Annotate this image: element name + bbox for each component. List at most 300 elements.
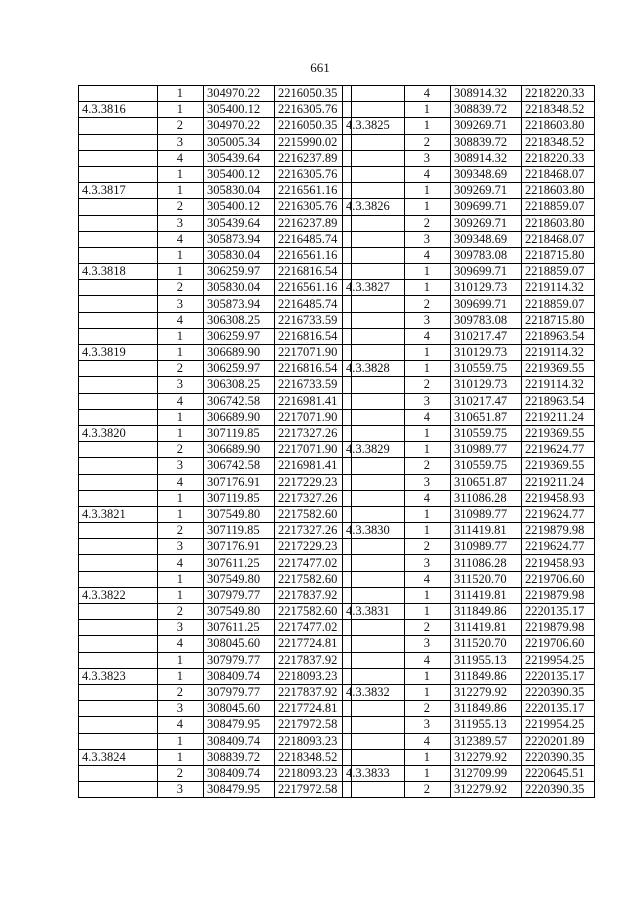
table-row <box>79 312 352 328</box>
y-coordinate-cell: 2217229.23 <box>275 474 352 490</box>
x-coordinate-cell: 305439.64 <box>204 215 275 231</box>
y-coordinate-cell: 2218715.80 <box>522 312 595 328</box>
y-coordinate-cell: 2216816.54 <box>275 361 352 377</box>
x-coordinate-cell: 309269.71 <box>451 183 522 199</box>
parcel-id-cell <box>343 474 405 490</box>
x-coordinate-cell: 305400.12 <box>204 166 275 182</box>
point-number-cell: 3 <box>158 539 204 555</box>
point-number-cell: 1 <box>405 749 451 765</box>
x-coordinate-cell: 305873.94 <box>204 231 275 247</box>
coordinates-table-right <box>342 85 595 798</box>
point-number-cell: 1 <box>405 765 451 781</box>
x-coordinate-cell: 307549.80 <box>204 604 275 620</box>
point-number-cell: 1 <box>405 442 451 458</box>
x-coordinate-cell: 311086.28 <box>451 555 522 571</box>
y-coordinate-cell: 2217327.26 <box>275 490 352 506</box>
table-row <box>79 523 352 539</box>
y-coordinate-cell: 2216561.16 <box>275 183 352 199</box>
y-coordinate-cell: 2218468.07 <box>522 231 595 247</box>
x-coordinate-cell: 311520.70 <box>451 571 522 587</box>
point-number-cell: 4 <box>158 636 204 652</box>
y-coordinate-cell: 2218348.52 <box>275 749 352 765</box>
parcel-id-cell: 4.3.3819 <box>79 345 158 361</box>
x-coordinate-cell: 308839.72 <box>204 749 275 765</box>
y-coordinate-cell: 2219624.77 <box>522 539 595 555</box>
table-row <box>79 361 352 377</box>
x-coordinate-cell: 311086.28 <box>451 490 522 506</box>
x-coordinate-cell: 309269.71 <box>451 215 522 231</box>
point-number-cell: 4 <box>158 312 204 328</box>
y-coordinate-cell: 2217327.26 <box>275 523 352 539</box>
point-number-cell: 3 <box>405 717 451 733</box>
y-coordinate-cell: 2218963.54 <box>522 393 595 409</box>
parcel-id-cell <box>343 150 405 166</box>
table-row <box>343 247 595 263</box>
point-number-cell: 1 <box>158 668 204 684</box>
point-number-cell: 2 <box>405 215 451 231</box>
point-number-cell: 2 <box>405 620 451 636</box>
table-row <box>343 717 595 733</box>
parcel-id-cell: 4.3.3831 <box>343 604 405 620</box>
y-coordinate-cell: 2220135.17 <box>522 668 595 684</box>
table-row <box>343 312 595 328</box>
x-coordinate-cell: 306308.25 <box>204 377 275 393</box>
y-coordinate-cell: 2219879.98 <box>522 587 595 603</box>
point-number-cell: 2 <box>158 523 204 539</box>
table-row <box>79 280 352 296</box>
parcel-id-cell <box>343 264 405 280</box>
table-row <box>79 183 352 199</box>
table-row <box>343 134 595 150</box>
y-coordinate-cell: 2216305.76 <box>275 166 352 182</box>
parcel-id-cell <box>79 409 158 425</box>
y-coordinate-cell: 2217724.81 <box>275 701 352 717</box>
x-coordinate-cell: 312279.92 <box>451 684 522 700</box>
parcel-id-cell <box>343 652 405 668</box>
parcel-id-cell: 4.3.3825 <box>343 118 405 134</box>
x-coordinate-cell: 308914.32 <box>451 86 522 102</box>
y-coordinate-cell: 2220390.35 <box>522 749 595 765</box>
parcel-id-cell <box>79 280 158 296</box>
parcel-id-cell <box>343 134 405 150</box>
y-coordinate-cell: 2217724.81 <box>275 636 352 652</box>
x-coordinate-cell: 311520.70 <box>451 636 522 652</box>
table-row <box>79 150 352 166</box>
table-row <box>79 749 352 765</box>
parcel-id-cell: 4.3.3821 <box>79 506 158 522</box>
parcel-id-cell <box>343 102 405 118</box>
x-coordinate-cell: 310129.73 <box>451 377 522 393</box>
x-coordinate-cell: 307176.91 <box>204 474 275 490</box>
parcel-id-cell <box>79 701 158 717</box>
point-number-cell: 2 <box>405 296 451 312</box>
parcel-id-cell: 4.3.3832 <box>343 684 405 700</box>
table-row <box>79 636 352 652</box>
point-number-cell: 2 <box>158 280 204 296</box>
parcel-id-cell <box>79 490 158 506</box>
x-coordinate-cell: 312389.57 <box>451 733 522 749</box>
x-coordinate-cell: 311419.81 <box>451 523 522 539</box>
x-coordinate-cell: 308045.60 <box>204 701 275 717</box>
parcel-id-cell <box>79 231 158 247</box>
x-coordinate-cell: 310129.73 <box>451 280 522 296</box>
x-coordinate-cell: 310651.87 <box>451 409 522 425</box>
y-coordinate-cell: 2216561.16 <box>275 280 352 296</box>
parcel-id-cell: 4.3.3833 <box>343 765 405 781</box>
table-row <box>79 345 352 361</box>
x-coordinate-cell: 308045.60 <box>204 636 275 652</box>
table-row <box>343 442 595 458</box>
parcel-id-cell <box>79 312 158 328</box>
y-coordinate-cell: 2215990.02 <box>275 134 352 150</box>
y-coordinate-cell: 2218859.07 <box>522 264 595 280</box>
y-coordinate-cell: 2217477.02 <box>275 555 352 571</box>
y-coordinate-cell: 2218220.33 <box>522 86 595 102</box>
x-coordinate-cell: 306308.25 <box>204 312 275 328</box>
table-row <box>79 215 352 231</box>
table-row <box>343 296 595 312</box>
point-number-cell: 1 <box>158 733 204 749</box>
parcel-id-cell <box>79 636 158 652</box>
y-coordinate-cell: 2220201.89 <box>522 733 595 749</box>
point-number-cell: 1 <box>405 118 451 134</box>
parcel-id-cell <box>343 539 405 555</box>
point-number-cell: 3 <box>158 215 204 231</box>
x-coordinate-cell: 305873.94 <box>204 296 275 312</box>
table-row <box>343 620 595 636</box>
y-coordinate-cell: 2218603.80 <box>522 183 595 199</box>
parcel-id-cell <box>79 620 158 636</box>
parcel-id-cell <box>79 377 158 393</box>
x-coordinate-cell: 310651.87 <box>451 474 522 490</box>
table-row <box>343 118 595 134</box>
point-number-cell: 1 <box>158 652 204 668</box>
parcel-id-cell <box>79 134 158 150</box>
parcel-id-cell <box>79 684 158 700</box>
table-row <box>343 765 595 781</box>
y-coordinate-cell: 2217071.90 <box>275 345 352 361</box>
point-number-cell: 1 <box>405 280 451 296</box>
y-coordinate-cell: 2220645.51 <box>522 765 595 781</box>
table-row <box>343 604 595 620</box>
point-number-cell: 1 <box>405 199 451 215</box>
point-number-cell: 1 <box>158 490 204 506</box>
table-row <box>343 636 595 652</box>
y-coordinate-cell: 2220390.35 <box>522 684 595 700</box>
point-number-cell: 2 <box>405 701 451 717</box>
table-row <box>79 652 352 668</box>
x-coordinate-cell: 310559.75 <box>451 361 522 377</box>
x-coordinate-cell: 310217.47 <box>451 328 522 344</box>
table-row <box>343 684 595 700</box>
table-row <box>343 361 595 377</box>
y-coordinate-cell: 2217972.58 <box>275 717 352 733</box>
y-coordinate-cell: 2218603.80 <box>522 215 595 231</box>
point-number-cell: 1 <box>158 749 204 765</box>
y-coordinate-cell: 2218093.23 <box>275 733 352 749</box>
table-row <box>79 587 352 603</box>
x-coordinate-cell: 307119.85 <box>204 490 275 506</box>
parcel-id-cell <box>343 231 405 247</box>
x-coordinate-cell: 305400.12 <box>204 199 275 215</box>
x-coordinate-cell: 309699.71 <box>451 264 522 280</box>
table-row <box>79 199 352 215</box>
point-number-cell: 1 <box>405 523 451 539</box>
parcel-id-cell <box>343 490 405 506</box>
y-coordinate-cell: 2217071.90 <box>275 442 352 458</box>
x-coordinate-cell: 304970.22 <box>204 118 275 134</box>
parcel-id-cell <box>343 636 405 652</box>
point-number-cell: 4 <box>405 490 451 506</box>
table-row <box>343 264 595 280</box>
table-row <box>343 102 595 118</box>
y-coordinate-cell: 2219211.24 <box>522 409 595 425</box>
point-number-cell: 1 <box>405 183 451 199</box>
y-coordinate-cell: 2217582.60 <box>275 604 352 620</box>
x-coordinate-cell: 307119.85 <box>204 523 275 539</box>
x-coordinate-cell: 309783.08 <box>451 312 522 328</box>
x-coordinate-cell: 309348.69 <box>451 231 522 247</box>
table-row <box>343 377 595 393</box>
y-coordinate-cell: 2218220.33 <box>522 150 595 166</box>
parcel-id-cell <box>343 183 405 199</box>
parcel-id-cell <box>79 523 158 539</box>
y-coordinate-cell: 2219458.93 <box>522 490 595 506</box>
point-number-cell: 1 <box>405 425 451 441</box>
x-coordinate-cell: 307611.25 <box>204 620 275 636</box>
parcel-id-cell <box>343 717 405 733</box>
point-number-cell: 2 <box>158 118 204 134</box>
y-coordinate-cell: 2218468.07 <box>522 166 595 182</box>
point-number-cell: 3 <box>158 620 204 636</box>
point-number-cell: 3 <box>405 474 451 490</box>
point-number-cell: 4 <box>158 717 204 733</box>
x-coordinate-cell: 307979.77 <box>204 652 275 668</box>
table-row <box>79 490 352 506</box>
y-coordinate-cell: 2216816.54 <box>275 328 352 344</box>
table-row <box>79 102 352 118</box>
point-number-cell: 1 <box>405 668 451 684</box>
point-number-cell: 1 <box>405 587 451 603</box>
parcel-id-cell <box>79 474 158 490</box>
x-coordinate-cell: 311955.13 <box>451 717 522 733</box>
y-coordinate-cell: 2217837.92 <box>275 684 352 700</box>
x-coordinate-cell: 311849.86 <box>451 701 522 717</box>
point-number-cell: 4 <box>405 409 451 425</box>
table-row <box>79 458 352 474</box>
table-row <box>79 296 352 312</box>
point-number-cell: 3 <box>158 134 204 150</box>
point-number-cell: 1 <box>158 328 204 344</box>
x-coordinate-cell: 311849.86 <box>451 604 522 620</box>
y-coordinate-cell: 2216981.41 <box>275 458 352 474</box>
table-row <box>79 118 352 134</box>
parcel-id-cell <box>79 458 158 474</box>
parcel-id-cell <box>79 765 158 781</box>
y-coordinate-cell: 2216733.59 <box>275 312 352 328</box>
parcel-id-cell <box>343 555 405 571</box>
y-coordinate-cell: 2219954.25 <box>522 652 595 668</box>
point-number-cell: 1 <box>405 345 451 361</box>
parcel-id-cell <box>79 86 158 102</box>
y-coordinate-cell: 2217837.92 <box>275 652 352 668</box>
point-number-cell: 1 <box>405 361 451 377</box>
parcel-id-cell <box>79 571 158 587</box>
x-coordinate-cell: 308479.95 <box>204 782 275 798</box>
point-number-cell: 4 <box>405 86 451 102</box>
x-coordinate-cell: 305005.34 <box>204 134 275 150</box>
coordinates-table-left <box>78 85 352 798</box>
table-row <box>343 150 595 166</box>
y-coordinate-cell: 2216050.35 <box>275 118 352 134</box>
point-number-cell: 4 <box>405 571 451 587</box>
x-coordinate-cell: 307549.80 <box>204 571 275 587</box>
parcel-id-cell <box>79 296 158 312</box>
x-coordinate-cell: 306742.58 <box>204 393 275 409</box>
parcel-id-cell <box>79 361 158 377</box>
y-coordinate-cell: 2218715.80 <box>522 247 595 263</box>
point-number-cell: 4 <box>158 231 204 247</box>
parcel-id-cell <box>343 458 405 474</box>
y-coordinate-cell: 2218859.07 <box>522 296 595 312</box>
table-row <box>343 474 595 490</box>
table-row <box>79 717 352 733</box>
x-coordinate-cell: 307176.91 <box>204 539 275 555</box>
y-coordinate-cell: 2216237.89 <box>275 150 352 166</box>
table-row <box>343 733 595 749</box>
x-coordinate-cell: 307979.77 <box>204 684 275 700</box>
point-number-cell: 1 <box>158 264 204 280</box>
y-coordinate-cell: 2219879.98 <box>522 523 595 539</box>
x-coordinate-cell: 307979.77 <box>204 587 275 603</box>
x-coordinate-cell: 305830.04 <box>204 280 275 296</box>
y-coordinate-cell: 2218603.80 <box>522 118 595 134</box>
table-row <box>79 166 352 182</box>
point-number-cell: 3 <box>405 150 451 166</box>
parcel-id-cell <box>79 717 158 733</box>
table-row <box>79 733 352 749</box>
point-number-cell: 1 <box>158 409 204 425</box>
y-coordinate-cell: 2219458.93 <box>522 555 595 571</box>
point-number-cell: 1 <box>158 183 204 199</box>
point-number-cell: 2 <box>405 377 451 393</box>
point-number-cell: 1 <box>158 247 204 263</box>
point-number-cell: 2 <box>158 361 204 377</box>
y-coordinate-cell: 2219624.77 <box>522 442 595 458</box>
point-number-cell: 1 <box>405 506 451 522</box>
point-number-cell: 3 <box>405 393 451 409</box>
point-number-cell: 4 <box>405 328 451 344</box>
y-coordinate-cell: 2216237.89 <box>275 215 352 231</box>
point-number-cell: 1 <box>158 102 204 118</box>
y-coordinate-cell: 2216305.76 <box>275 102 352 118</box>
point-number-cell: 2 <box>158 604 204 620</box>
table-row <box>343 199 595 215</box>
y-coordinate-cell: 2216816.54 <box>275 264 352 280</box>
point-number-cell: 1 <box>158 166 204 182</box>
y-coordinate-cell: 2219879.98 <box>522 620 595 636</box>
y-coordinate-cell: 2216050.35 <box>275 86 352 102</box>
table-row <box>343 458 595 474</box>
x-coordinate-cell: 310559.75 <box>451 458 522 474</box>
point-number-cell: 3 <box>158 782 204 798</box>
parcel-id-cell <box>79 247 158 263</box>
point-number-cell: 4 <box>158 474 204 490</box>
table-row <box>343 280 595 296</box>
y-coordinate-cell: 2219114.32 <box>522 377 595 393</box>
point-number-cell: 2 <box>405 134 451 150</box>
parcel-id-cell <box>79 733 158 749</box>
table-row <box>79 134 352 150</box>
point-number-cell: 1 <box>405 604 451 620</box>
y-coordinate-cell: 2216981.41 <box>275 393 352 409</box>
parcel-id-cell <box>79 555 158 571</box>
y-coordinate-cell: 2218093.23 <box>275 668 352 684</box>
table-row <box>343 506 595 522</box>
y-coordinate-cell: 2219369.55 <box>522 361 595 377</box>
x-coordinate-cell: 310559.75 <box>451 425 522 441</box>
x-coordinate-cell: 306742.58 <box>204 458 275 474</box>
y-coordinate-cell: 2220135.17 <box>522 701 595 717</box>
y-coordinate-cell: 2220135.17 <box>522 604 595 620</box>
point-number-cell: 2 <box>405 539 451 555</box>
y-coordinate-cell: 2216561.16 <box>275 247 352 263</box>
x-coordinate-cell: 305830.04 <box>204 183 275 199</box>
parcel-id-cell <box>79 328 158 344</box>
parcel-id-cell <box>79 118 158 134</box>
x-coordinate-cell: 309269.71 <box>451 118 522 134</box>
table-row <box>79 604 352 620</box>
x-coordinate-cell: 305830.04 <box>204 247 275 263</box>
x-coordinate-cell: 312279.92 <box>451 782 522 798</box>
parcel-id-cell: 4.3.3817 <box>79 183 158 199</box>
parcel-id-cell <box>343 166 405 182</box>
table-row <box>79 409 352 425</box>
point-number-cell: 2 <box>405 782 451 798</box>
parcel-id-cell <box>79 782 158 798</box>
point-number-cell: 3 <box>405 636 451 652</box>
point-number-cell: 4 <box>405 247 451 263</box>
x-coordinate-cell: 311419.81 <box>451 620 522 636</box>
parcel-id-cell <box>343 668 405 684</box>
y-coordinate-cell: 2219211.24 <box>522 474 595 490</box>
y-coordinate-cell: 2217972.58 <box>275 782 352 798</box>
table-row <box>343 571 595 587</box>
table-row <box>79 377 352 393</box>
x-coordinate-cell: 305400.12 <box>204 102 275 118</box>
table-row <box>79 231 352 247</box>
x-coordinate-cell: 305439.64 <box>204 150 275 166</box>
table-row <box>343 701 595 717</box>
parcel-id-cell <box>343 587 405 603</box>
parcel-id-cell <box>343 733 405 749</box>
parcel-id-cell: 4.3.3816 <box>79 102 158 118</box>
x-coordinate-cell: 304970.22 <box>204 86 275 102</box>
point-number-cell: 2 <box>158 199 204 215</box>
point-number-cell: 2 <box>158 765 204 781</box>
table-row <box>343 215 595 231</box>
table-row <box>79 555 352 571</box>
parcel-id-cell <box>343 749 405 765</box>
table-row <box>343 782 595 798</box>
point-number-cell: 4 <box>158 555 204 571</box>
table-row <box>343 523 595 539</box>
x-coordinate-cell: 309348.69 <box>451 166 522 182</box>
point-number-cell: 3 <box>158 458 204 474</box>
parcel-id-cell: 4.3.3828 <box>343 361 405 377</box>
table-row <box>79 425 352 441</box>
y-coordinate-cell: 2219369.55 <box>522 458 595 474</box>
